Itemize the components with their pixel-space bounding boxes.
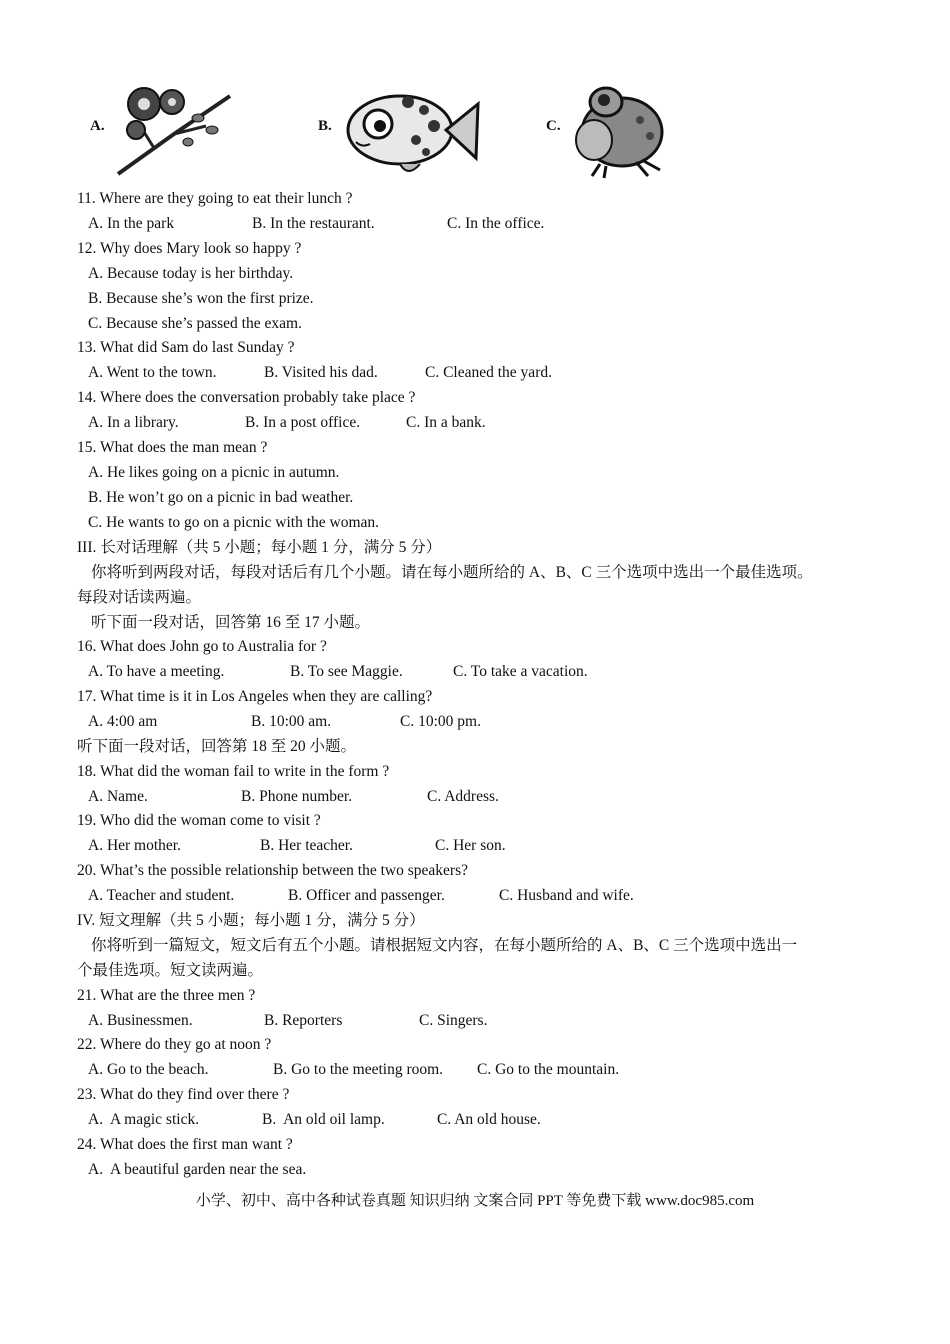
picture-c [546,78,706,182]
picture-a-label: A. [90,118,105,134]
option: B. 10:00 am. [251,713,332,730]
picture-b [318,78,498,182]
option: B. Phone number. [241,788,353,805]
question-14: 14. Where does the conversation probably take place ? [77,389,416,406]
option: A. Went to the town. [88,364,217,381]
option: C. An old house. [437,1111,541,1128]
option: A. Her mother. [88,837,181,854]
page-footer: 小学、初中、高中各种试卷真题 知识归纳 文案合同 PPT 等免费下载 www.doc985.com [195,1193,755,1209]
picture-c-label: C. [546,118,561,134]
plum-blossom-branch-icon [114,82,234,178]
picture-b-label: B. [318,118,332,134]
option: C. Singers. [419,1012,488,1029]
option: C. He wants to go on a picnic with the woman. [88,514,380,531]
dialogue-1-instruction: 听下面一段对话，回答第 16 至 17 小题。 [91,614,371,631]
question-11: 11. Where are they going to eat their lunch ? [77,190,353,207]
option: B. He won’t go on a picnic in bad weather. [88,489,354,506]
question-12: 12. Why does Mary look so happy ? [77,240,302,257]
question-22: 22. Where do they go at noon ? [77,1036,272,1053]
option: C. In the office. [447,215,545,232]
option: B. Because she’s won the first prize. [88,290,314,307]
option: A. Teacher and student. [88,887,235,904]
option: C. Because she’s passed the exam. [88,315,302,332]
question-19: 19. Who did the woman come to visit ? [77,812,321,829]
option: B. In the restaurant. [252,215,375,232]
section-3-instruction: 你将听到两段对话，每段对话后有几个小题。请在每小题所给的 A、B、C 三个选项中选出一个最佳选项。 [91,564,813,581]
option: A. A magic stick. [88,1111,200,1128]
section-4-title: IV. 短文理解（共 5 小题；每小题 1 分，满分 5 分） [77,912,425,929]
question-16: 16. What does John go to Australia for ? [77,638,327,655]
section-3-instruction-cont: 每段对话读两遍。 [77,589,202,606]
question-23: 23. What do they find over there ? [77,1086,290,1103]
spotted-fish-icon [342,80,482,180]
option: A. 4:00 am [88,713,158,730]
option: C. Her son. [435,837,506,854]
option: B. Reporters [264,1012,343,1029]
option: C. In a bank. [406,414,486,431]
question-21: 21. What are the three men ? [77,987,256,1004]
picture-a [80,78,240,182]
section-4-instruction-cont: 个最佳选项。短文读两遍。 [77,962,264,979]
option: B. Her teacher. [260,837,353,854]
option: C. Address. [427,788,499,805]
option: A. Because today is her birthday. [88,265,294,282]
question-18: 18. What did the woman fail to write in the form ? [77,763,390,780]
question-15: 15. What does the man mean ? [77,439,268,456]
option: B. An old oil lamp. [262,1111,385,1128]
option: C. Go to the mountain. [477,1061,620,1078]
option: A. Businessmen. [88,1012,193,1029]
option: B. To see Maggie. [290,663,403,680]
question-20: 20. What’s the possible relationship between the two speakers? [77,862,468,879]
option: C. Cleaned the yard. [425,364,552,381]
question-24: 24. What does the first man want ? [77,1136,293,1153]
option: A. A beautiful garden near the sea. [88,1161,307,1178]
section-3-title: III. 长对话理解（共 5 小题；每小题 1 分，满分 5 分） [77,539,442,556]
question-17: 17. What time is it in Los Angeles when they are calling? [77,688,433,705]
section-4-instruction: 你将听到一篇短文，短文后有五个小题。请根据短文内容，在每小题所给的 A、B、C 三个选项中选出一 [91,937,798,954]
option: B. In a post office. [245,414,361,431]
frog-icon [570,80,670,180]
option: A. Go to the beach. [88,1061,209,1078]
option: B. Visited his dad. [264,364,378,381]
picture-options [80,78,700,182]
option: A. Name. [88,788,148,805]
option: A. In the park [88,215,175,232]
option: B. Go to the meeting room. [273,1061,444,1078]
option: A. In a library. [88,414,179,431]
question-13: 13. What did Sam do last Sunday ? [77,339,295,356]
option: A. To have a meeting. [88,663,225,680]
option: C. 10:00 pm. [400,713,481,730]
option: B. Officer and passenger. [288,887,445,904]
option: C. Husband and wife. [499,887,634,904]
option: A. He likes going on a picnic in autumn. [88,464,340,481]
dialogue-2-instruction: 听下面一段对话，回答第 18 至 20 小题。 [77,738,357,755]
option: C. To take a vacation. [453,663,588,680]
